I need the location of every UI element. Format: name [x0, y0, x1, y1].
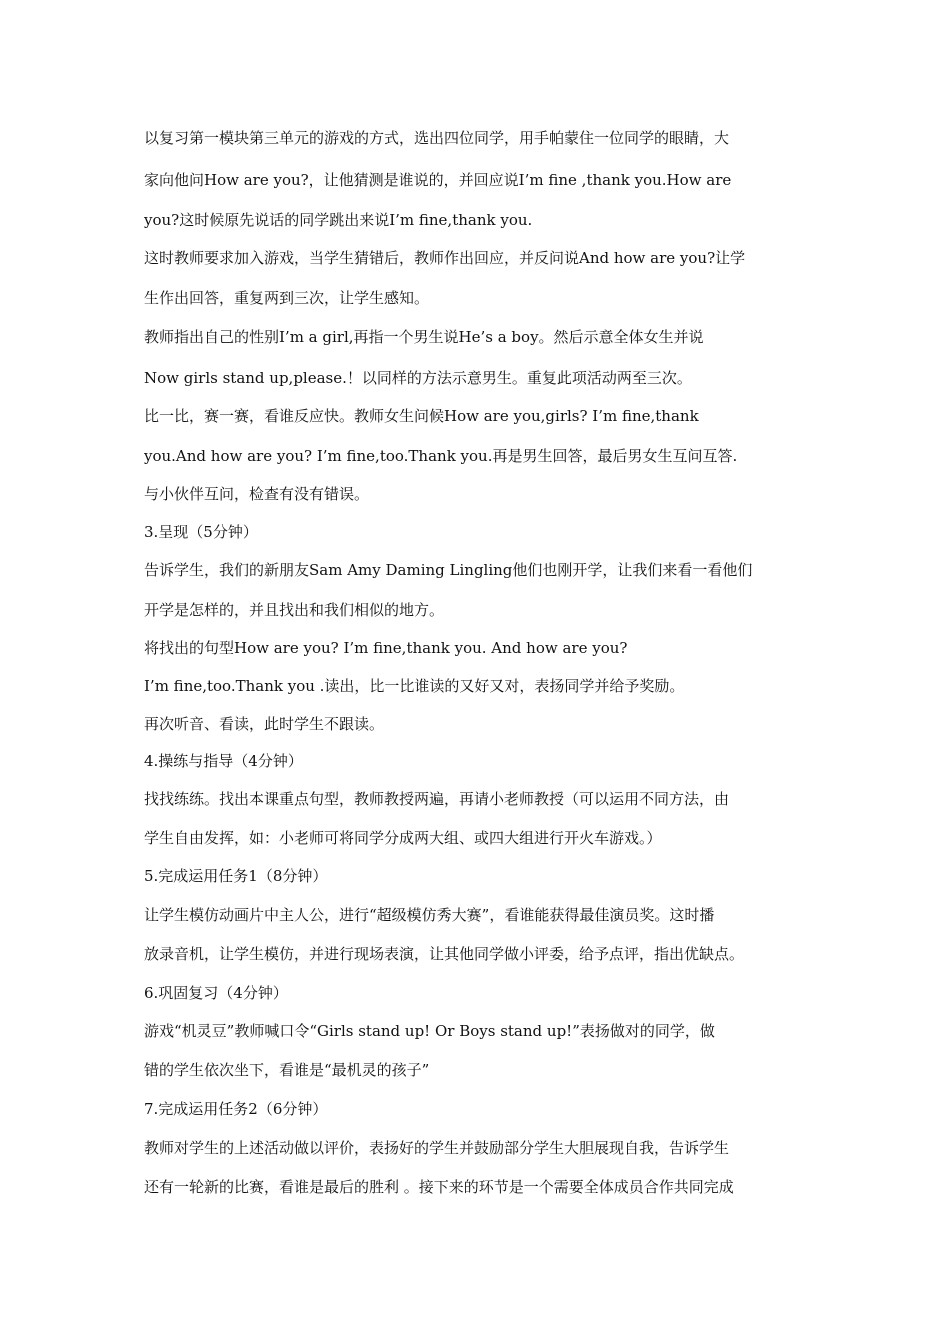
text-line: 将找出的句型How are you? I’m fine,thank you. And how are you?: [144, 639, 628, 657]
text-line: 开学是怎样的，并且找出和我们相似的地方。: [144, 601, 445, 619]
text-line: you.And how are you? I’m fine,too.Thank you.再是男生回答，最后男女生互问互答.: [144, 447, 738, 465]
text-line: 学生自由发挥，如：小老师可将同学分成两大组、或四大组进行开火车游戏。）: [144, 829, 662, 847]
text-line: 再次听音、看读，此时学生不跟读。: [144, 715, 385, 733]
text-line: 生作出回答，重复两到三次，让学生感知。: [144, 289, 430, 307]
text-line: I’m fine,too.Thank you .读出，比一比谁读的又好又对，表扬同学并给予奖励。: [144, 677, 685, 695]
text-line: 与小伙伴互问，检查有没有错误。: [144, 485, 370, 503]
section-heading: 6.巩固复习（4分钟）: [144, 984, 288, 1002]
text-line: 以复习第一模块第三单元的游戏的方式，选出四位同学，用手帕蒙住一位同学的眼睛，大: [144, 129, 730, 147]
text-line: 告诉学生，我们的新朋友Sam Amy Daming Lingling他们也刚开学，让我们来看一看他们: [144, 561, 753, 579]
text-line: 还有一轮新的比赛，看谁是最后的胜利 。接下来的环节是一个需要全体成员合作共同完成: [144, 1178, 734, 1196]
text-line: 找找练练。找出本课重点句型，教师教授两遍，再请小老师教授（可以运用不同方法，由: [144, 790, 730, 808]
section-heading: 7.完成运用任务2（6分钟）: [144, 1100, 328, 1118]
text-line: 家向他问How are you?，让他猜测是谁说的，并回应说I’m fine ,thank you.How are: [144, 171, 732, 189]
text-line: 错的学生依次坐下，看谁是“最机灵的孩子”: [144, 1061, 430, 1079]
text-line: 这时教师要求加入游戏，当学生猜错后，教师作出回应，并反问说And how are you?让学: [144, 249, 746, 267]
section-heading: 5.完成运用任务1（8分钟）: [144, 867, 328, 885]
text-line: Now girls stand up,please.！以同样的方法示意男生。重复此项活动两至三次。: [144, 369, 692, 387]
text-line: 教师指出自己的性别I’m a girl,再指一个男生说He’s a boy。然后示意全体女生并说: [144, 328, 704, 346]
section-heading: 4.操练与指导（4分钟）: [144, 752, 303, 770]
text-line: you?这时候原先说话的同学跳出来说I’m fine,thank you.: [144, 211, 533, 229]
text-line: 游戏“机灵豆”教师喊口令“Girls stand up! Or Boys stand up!”表扬做对的同学，做: [144, 1022, 715, 1040]
text-line: 放录音机，让学生模仿，并进行现场表演，让其他同学做小评委，给予点评，指出优缺点。: [144, 945, 745, 963]
text-line: 让学生模仿动画片中主人公，进行“超级模仿秀大赛”，看谁能获得最佳演员奖。这时播: [144, 906, 715, 924]
text-line: 教师对学生的上述活动做以评价，表扬好的学生并鼓励部分学生大胆展现自我，告诉学生: [144, 1139, 730, 1157]
section-heading: 3.呈现（5分钟）: [144, 523, 258, 541]
text-line: 比一比，赛一赛，看谁反应快。教师女生问候How are you,girls? I’m fine,thank: [144, 407, 699, 425]
